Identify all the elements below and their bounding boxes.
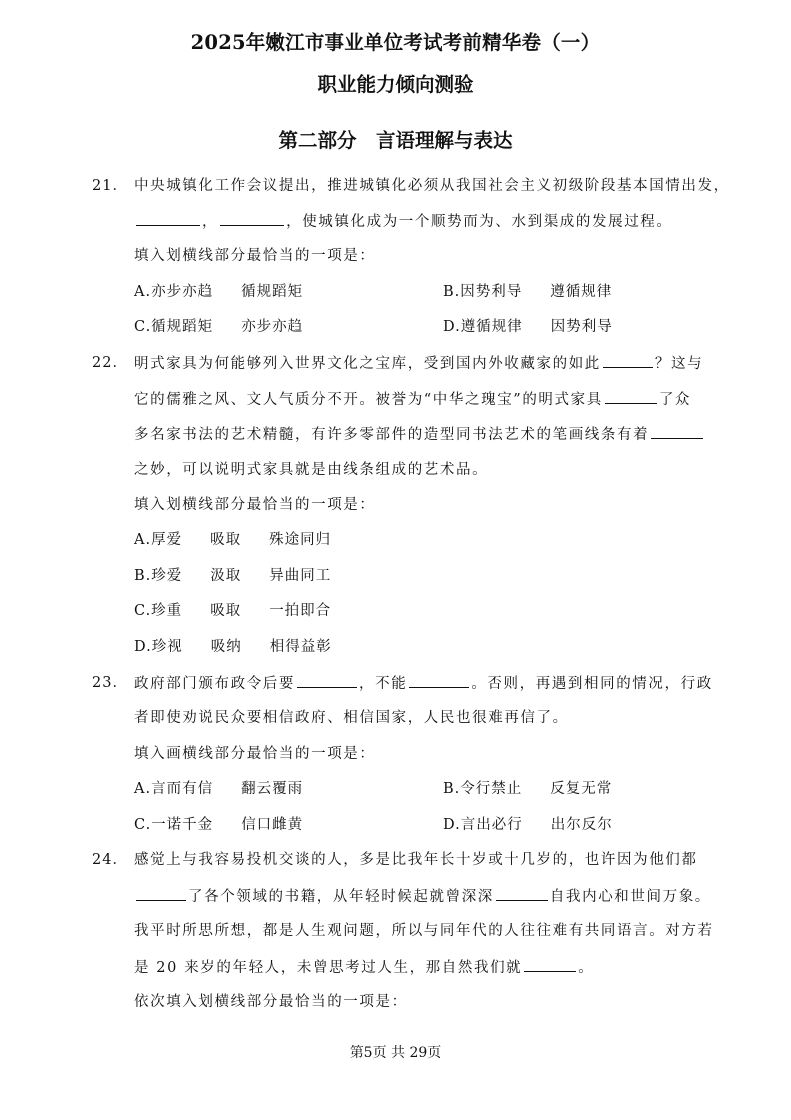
fill-blank bbox=[297, 673, 357, 688]
question-text-line: ， ，使城镇化成为一个顺势而为、水到渠成的发展过程。 bbox=[134, 211, 673, 232]
fill-blank bbox=[605, 389, 657, 404]
question-text-line: 感觉上与我容易投机交谈的人，多是比我年长十岁或十几岁的，也许因为他们都 bbox=[134, 852, 698, 868]
fill-blank bbox=[136, 211, 200, 226]
exam-subtitle: 职业能力倾向测验 bbox=[317, 73, 474, 96]
option-a: A.言而有信 翻云覆雨 bbox=[134, 781, 304, 797]
fill-blank bbox=[603, 353, 653, 368]
question-text-line: 政府部门颁布政令后要 ，不能 。否则，再遇到相同的情况，行政 bbox=[134, 673, 713, 694]
question-text-line: 我平时所思所想，都是人生观问题，所以与同年代的人往往难有共同语言。对方若 bbox=[134, 923, 714, 939]
question-text-line: 明式家具为何能够列入世界文化之宝库，受到国内外收藏家的如此 ？这与 bbox=[134, 353, 703, 374]
option-a: A.亦步亦趋 循规蹈矩 bbox=[134, 284, 304, 300]
question-number: 21． bbox=[92, 178, 128, 194]
question-text-line: 多名家书法的艺术精髓，有许多零部件的造型同书法艺术的笔画线条有着 bbox=[134, 424, 705, 445]
question-text-line: 是 20 来岁的年轻人，未曾思考过人生，那自然我们就 。 bbox=[134, 957, 594, 978]
question-text-line: 之妙，可以说明式家具就是由线条组成的艺术品。 bbox=[134, 462, 489, 478]
question-text-line: 中央城镇化工作会议提出，推进城镇化必须从我国社会主义初级阶段基本国情出发， bbox=[134, 178, 730, 194]
fill-blank bbox=[524, 957, 576, 972]
option-b: B.珍爱 汲取 异曲同工 bbox=[134, 568, 332, 584]
question-number: 24． bbox=[92, 852, 128, 868]
question-prompt: 填入划横线部分最恰当的一项是： bbox=[134, 248, 376, 264]
option-d: D.珍视 吸纳 相得益彰 bbox=[134, 639, 332, 655]
option-c: C.珍重 吸取 一拍即合 bbox=[134, 603, 332, 619]
fill-blank bbox=[496, 886, 548, 901]
option-d: D.言出必行 出尔反尔 bbox=[443, 817, 613, 833]
question-prompt: 依次填入划横线部分最恰当的一项是： bbox=[134, 994, 408, 1010]
question-text-line: 了各个领域的书籍，从年轻时候起就曾深深 自我内心和世间万象。 bbox=[134, 886, 711, 907]
exam-title: 2025年嫩江市事业单位考试考前精华卷（一） bbox=[190, 31, 601, 54]
fill-blank bbox=[136, 886, 186, 901]
fill-blank bbox=[220, 211, 284, 226]
option-b: B.令行禁止 反复无常 bbox=[443, 781, 613, 797]
option-c: C.循规蹈矩 亦步亦趋 bbox=[134, 319, 304, 335]
question-number: 23． bbox=[92, 675, 128, 691]
option-a: A.厚爱 吸取 殊途同归 bbox=[134, 532, 332, 548]
question-prompt: 填入划横线部分最恰当的一项是： bbox=[134, 497, 376, 513]
option-b: B.因势利导 遵循规律 bbox=[443, 284, 613, 300]
question-text-line: 它的儒雅之风、文人气质分不开。被誉为“中华之瑰宝”的明式家具 了众 bbox=[134, 389, 691, 410]
option-d: D.遵循规律 因势利导 bbox=[443, 319, 613, 335]
fill-blank bbox=[651, 424, 703, 439]
question-number: 22． bbox=[92, 355, 128, 371]
section-title: 第二部分 言语理解与表达 bbox=[278, 129, 513, 152]
fill-blank bbox=[409, 673, 469, 688]
page-footer: 第5页 共 29页 bbox=[349, 1045, 442, 1061]
question-text-line: 者即使劝说民众要相信政府、相信国家，人民也很难再信了。 bbox=[134, 710, 569, 726]
option-c: C.一诺千金 信口雌黄 bbox=[134, 817, 304, 833]
question-prompt: 填入画横线部分最恰当的一项是： bbox=[134, 746, 376, 762]
